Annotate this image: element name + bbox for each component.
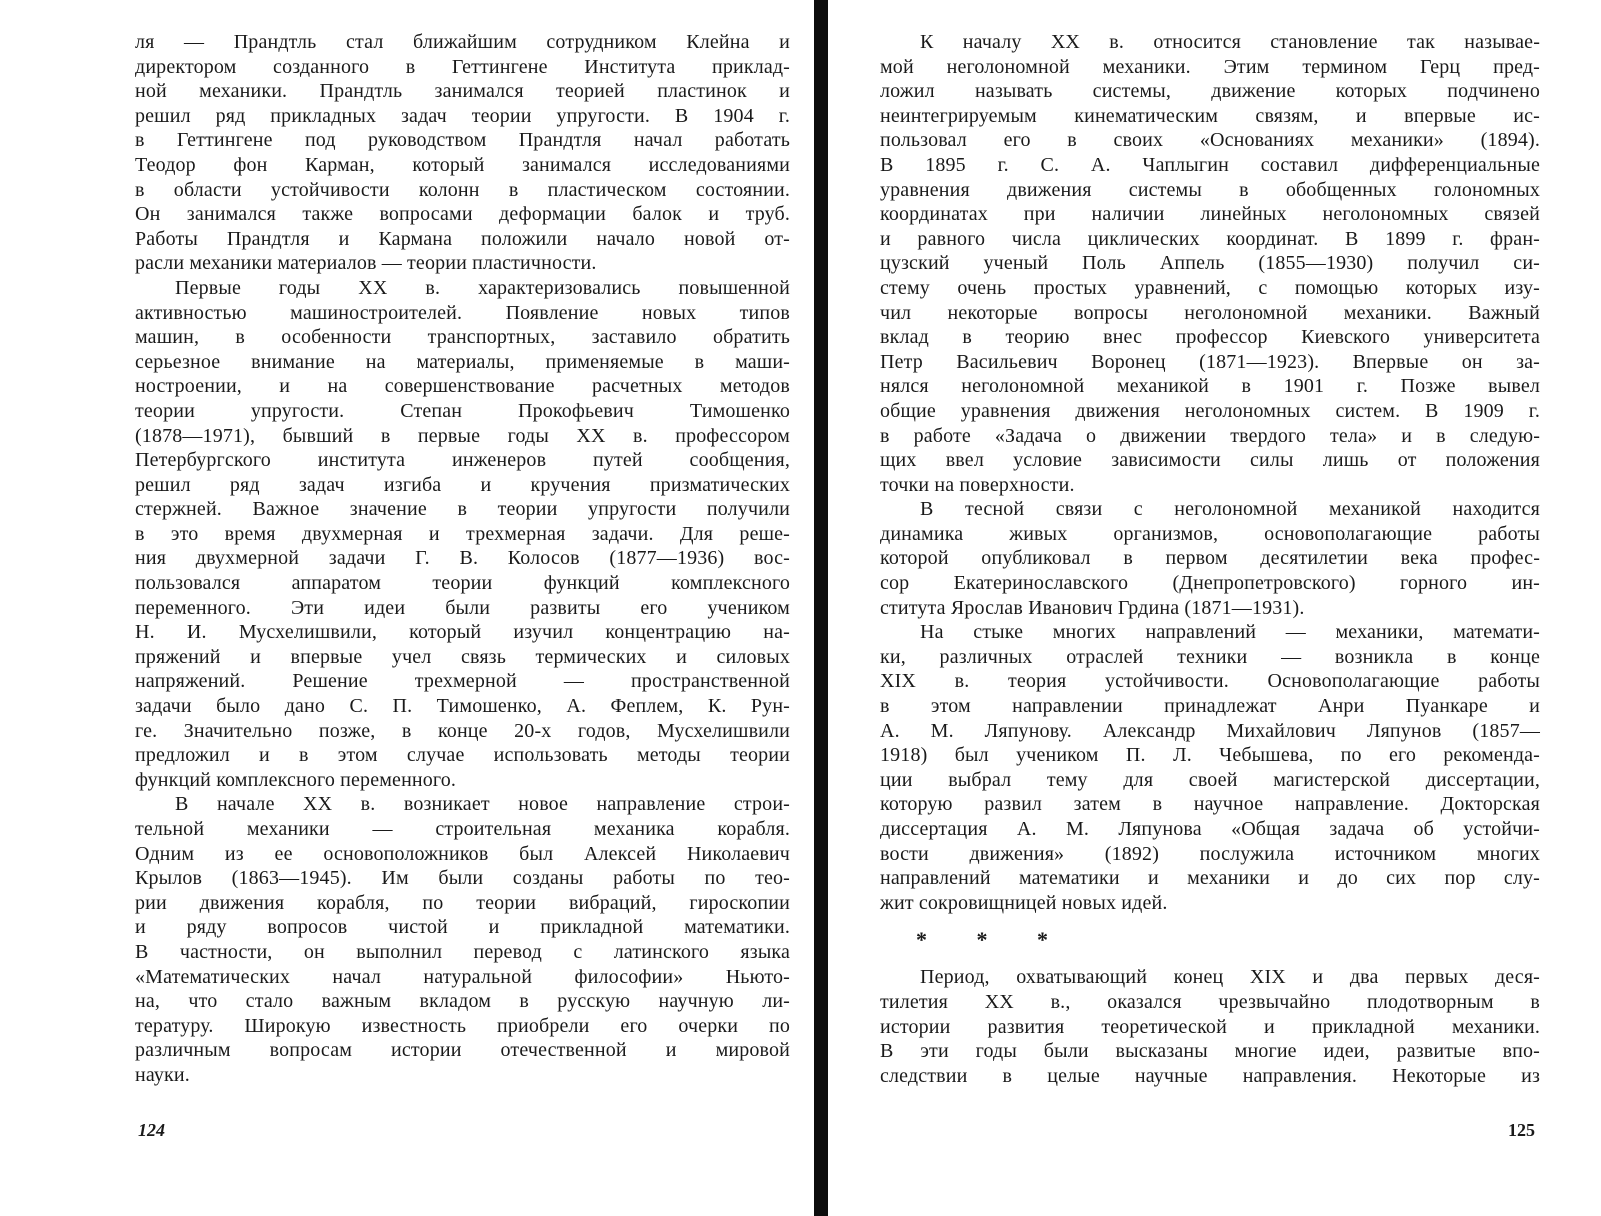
text-line: Работы Прандтля и Кармана положили начало новой от- (135, 227, 790, 250)
text-line: В эти годы были высказаны многие идеи, развитые впо- (880, 1040, 1540, 1063)
text-line: 1918) был учеником П. Л. Чебышева, по его рекоменда- (880, 744, 1540, 767)
text-line: машин, в особенности транспортных, заставило обратить (135, 326, 790, 349)
text-line: XIX в. теория устойчивости. Основополагающие работы (880, 670, 1540, 693)
text-line: На стыке многих направлений — механики, математи- (920, 621, 1540, 644)
text-line: К началу XX в. относится становление так называе- (920, 31, 1540, 53)
text-line: в этом направлении принадлежат Анри Пуанкаре и (880, 695, 1540, 718)
text-line: (1878—1971), бывший в первые годы XX в. профессором (135, 424, 790, 447)
text-line: В тесной связи с неголономной механикой находится (920, 498, 1540, 521)
text-line: нялся неголономной механикой в 1901 г. Позже вывел (880, 375, 1540, 398)
text-line: вости движения» (1892) послужила источником многих (880, 842, 1540, 865)
text-line: пользовал его в своих «Основаниях механики» (1894). (880, 129, 1540, 152)
text-line: серьезное внимание на материалы, применяемые в маши- (135, 350, 790, 373)
text-line: «Математических начал натуральной философии» Ньюто- (135, 965, 790, 988)
page-number-right: 125 (1508, 1120, 1535, 1140)
text-line: Первые годы XX в. характеризовались повышенной (175, 276, 790, 299)
text-line: уравнения движения системы в обобщенных голономных (880, 178, 1540, 201)
text-line: точки на поверхности. (880, 473, 1075, 496)
text-line: В частности, он выполнил перевод с латинского языка (135, 940, 790, 963)
text-line: диссертация А. М. Ляпунова «Общая задача об устойчи- (880, 818, 1540, 840)
left-page (135, 30, 790, 1088)
text-line: общие уравнения движения неголономных систем. В 1909 г. (880, 399, 1540, 422)
text-line: которую развил затем в научное направление. Докторская (880, 793, 1540, 816)
text-line: различным вопросам истории отечественной и мировой (135, 1039, 790, 1062)
text-line: решил ряд прикладных задач теории упругости. В 1904 г. (135, 104, 790, 127)
text-line: пряжений и впервые учел связь термических и силовых (135, 645, 790, 668)
text-line: ния двухмерной задачи Г. В. Колосов (1877—1936) вос- (135, 547, 790, 570)
text-line: Крылов (1863—1945). Им были созданы работы по тео- (135, 867, 790, 890)
text-line: чил некоторые вопросы неголономной механики. Важный (880, 301, 1540, 324)
text-line: Петр Васильевич Воронец (1871—1923). Впервые он за- (880, 350, 1540, 373)
text-line: ститута Ярослав Иванович Грдина (1871—1931). (880, 596, 1305, 619)
text-line: вклад в теорию внес профессор Киевского университета (880, 326, 1540, 349)
text-line: стему очень простых уравнений, с помощью которых изу- (880, 276, 1540, 299)
text-line: истории развития теоретической и прикладной механики. (880, 1015, 1540, 1038)
page-number-left: 124 (138, 1120, 165, 1140)
text-line: В 1895 г. С. А. Чаплыгин составил дифференциальные (880, 153, 1540, 176)
text-line: расли механики материалов — теории пластичности. (135, 252, 597, 275)
text-line: активностью машиностроителей. Появление новых типов (135, 301, 790, 324)
text-line: науки. (135, 1063, 190, 1086)
text-line: мой неголономной механики. Этим термином Герц пред- (880, 55, 1540, 78)
text-line: ностроении, и на совершенствование расчетных методов (135, 375, 790, 398)
text-line: теории упругости. Степан Прокофьевич Тимошенко (135, 399, 790, 422)
text-line: следствии в целые научные направления. Некоторые из (880, 1064, 1540, 1087)
text-line: В начале XX в. возникает новое направление строи- (175, 793, 790, 816)
text-line: тературу. Широкую известность приобрели его очерки по (135, 1014, 790, 1037)
text-line: функций комплексного переменного. (135, 768, 457, 791)
left-page-text (135, 30, 790, 1088)
text-line: направлений математики и механики и до сих пор слу- (880, 867, 1540, 890)
text-line: в это время двухмерная и трехмерная задачи. Для реше- (135, 522, 790, 545)
text-line: Период, охватывающий конец XIX и два первых деся- (920, 966, 1540, 989)
text-line: ной механики. Прандтль занимался теорией пластинок и (135, 80, 790, 103)
text-line: задачи было дано С. П. Тимошенко, А. Феплем, К. Рун- (135, 695, 790, 718)
right-page-text-top (880, 30, 1540, 915)
text-line: на, что стало важным вкладом в русскую научную ли- (135, 990, 790, 1013)
text-line: Одним из ее основоположников был Алексей Николаевич (135, 842, 790, 865)
text-line: и равного числа циклических координат. В 1899 г. фран- (880, 227, 1540, 250)
text-line: тельной механики — строительная механика корабля. (135, 818, 790, 840)
text-line: стержней. Важное значение в теории упругости получили (135, 498, 790, 521)
text-line: ля — Прандтль стал ближайшим сотрудником Клейна и (135, 31, 790, 53)
text-line: Он занимался также вопросами деформации балок и труб. (135, 203, 790, 226)
text-line: в области устойчивости колонн в пластическом состоянии. (135, 178, 790, 201)
text-line: неинтегрируемым кинематическим связям, и впервые ис- (880, 104, 1540, 127)
text-line: ложил называть системы, движение которых подчинено (880, 80, 1540, 103)
text-line: пользовался аппаратом теории функций комплексного (135, 572, 790, 595)
text-line: которой опубликовал в первом десятилетии века профес- (880, 547, 1540, 570)
text-line: динамика живых организмов, основополагающие работы (880, 522, 1540, 545)
text-line: в Геттингене под руководством Прандтля начал работать (135, 129, 790, 152)
text-line: ции выбрал тему для своей магистерской диссертации, (880, 768, 1540, 791)
text-line: А. М. Ляпунову. Александр Михайлович Ляпунов (1857— (880, 719, 1540, 742)
text-line: Теодор фон Карман, который занимался исследованиями (135, 153, 790, 176)
text-line: сор Екатеринославского (Днепропетровского) горного ин- (880, 572, 1540, 595)
text-line: цузский ученый Поль Аппель (1855—1930) получил си- (880, 252, 1540, 275)
text-line: директором созданного в Геттингене Института приклад- (135, 55, 790, 78)
text-line: напряжений. Решение трехмерной — пространственной (135, 670, 790, 693)
text-line: и ряду вопросов чистой и прикладной математики. (135, 916, 790, 939)
book-gutter (814, 0, 828, 1216)
text-line: в работе «Задача о движении твердого тела» и в следую- (880, 424, 1540, 447)
text-line: рии движения корабля, по теории вибраций, гироскопии (135, 891, 790, 914)
text-line: решил ряд задач изгиба и кручения призматических (135, 473, 790, 496)
right-page (880, 30, 1540, 1088)
text-line: тилетия XX в., оказался чрезвычайно плодотворным в (880, 990, 1540, 1013)
right-page-text-bottom (880, 965, 1540, 1088)
text-line: щих ввел условие зависимости силы лишь от положения (880, 449, 1540, 472)
text-line: Н. И. Мусхелишвили, который изучил концентрацию на- (135, 621, 790, 644)
text-line: координатах при наличии линейных неголономных связей (880, 203, 1540, 226)
text-line: жит сокровищницей новых идей. (880, 891, 1168, 914)
text-line: Петербургского института инженеров путей сообщения, (135, 449, 790, 472)
text-line: ге. Значительно позже, в конце 20-х годов, Мусхелишвили (135, 719, 790, 742)
text-line: ки, различных отраслей техники — возникла в конце (880, 645, 1540, 668)
text-line: предложил и в этом случае использовать методы теории (135, 744, 790, 767)
text-line: переменного. Эти идеи были развиты его учеником (135, 596, 790, 619)
section-separator: * * * (916, 927, 1070, 953)
